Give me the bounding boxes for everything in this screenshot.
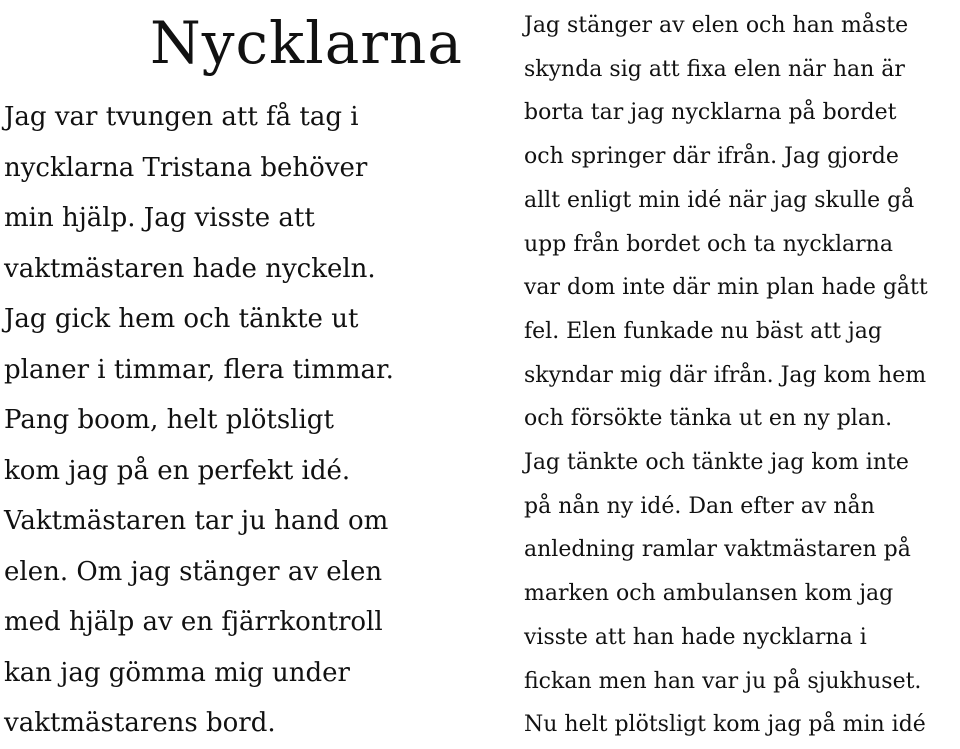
text-line: och försökte tänka ut en ny plan. bbox=[524, 406, 893, 432]
text-line: fel. Elen funkade nu bäst att jag bbox=[524, 318, 882, 344]
text-line: Pang boom, helt plötsligt bbox=[4, 405, 334, 435]
left-text-column bbox=[4, 92, 474, 749]
text-line: på nån ny idé. Dan efter av nån bbox=[524, 493, 875, 519]
text-line: kan jag gömma mig under bbox=[4, 657, 350, 688]
text-line: min hjälp. Jag visste att bbox=[4, 203, 315, 233]
text-line: planer i timmar, flera timmar. bbox=[4, 354, 394, 385]
text-line: marken och ambulansen kom jag bbox=[524, 581, 894, 607]
text-line: skyndar mig där ifrån. Jag kom hem bbox=[524, 362, 927, 388]
text-line: vaktmästaren hade nyckeln. bbox=[4, 253, 376, 284]
text-line: vaktmästarens bord. bbox=[4, 708, 276, 738]
text-line: anledning ramlar vaktmästaren på bbox=[524, 537, 911, 563]
right-text-column bbox=[524, 4, 960, 747]
text-line: Jag var tvungen att få tag i bbox=[4, 102, 359, 132]
text-line: kom jag på en perfekt idé. bbox=[4, 455, 351, 486]
text-line: Vaktmästaren tar ju hand om bbox=[4, 506, 389, 536]
text-line: och springer där ifrån. Jag gjorde bbox=[524, 144, 899, 170]
text-line: borta tar jag nycklarna på bordet bbox=[524, 100, 897, 126]
document-title: Nycklarna bbox=[150, 9, 463, 77]
text-line: allt enligt min idé när jag skulle gå bbox=[524, 187, 915, 213]
text-line: upp från bordet och ta nycklarna bbox=[524, 231, 893, 257]
text-line: nycklarna Tristana behöver bbox=[4, 152, 368, 183]
text-line: Jag tänkte och tänkte jag kom inte bbox=[524, 450, 909, 476]
text-line: elen. Om jag stänger av elen bbox=[4, 556, 383, 587]
text-line: skynda sig att fixa elen när han är bbox=[524, 56, 905, 82]
text-line: med hjälp av en fjärrkontroll bbox=[4, 607, 383, 637]
text-line: visste att han hade nycklarna i bbox=[524, 624, 867, 650]
text-line: Jag stänger av elen och han måste bbox=[524, 13, 909, 38]
text-line: Nu helt plötsligt kom jag på min idé bbox=[524, 712, 926, 738]
text-line: var dom inte där min plan hade gått bbox=[524, 275, 928, 301]
text-line: fickan men han var ju på sjukhuset. bbox=[524, 668, 922, 694]
text-line: Jag gick hem och tänkte ut bbox=[4, 304, 359, 334]
